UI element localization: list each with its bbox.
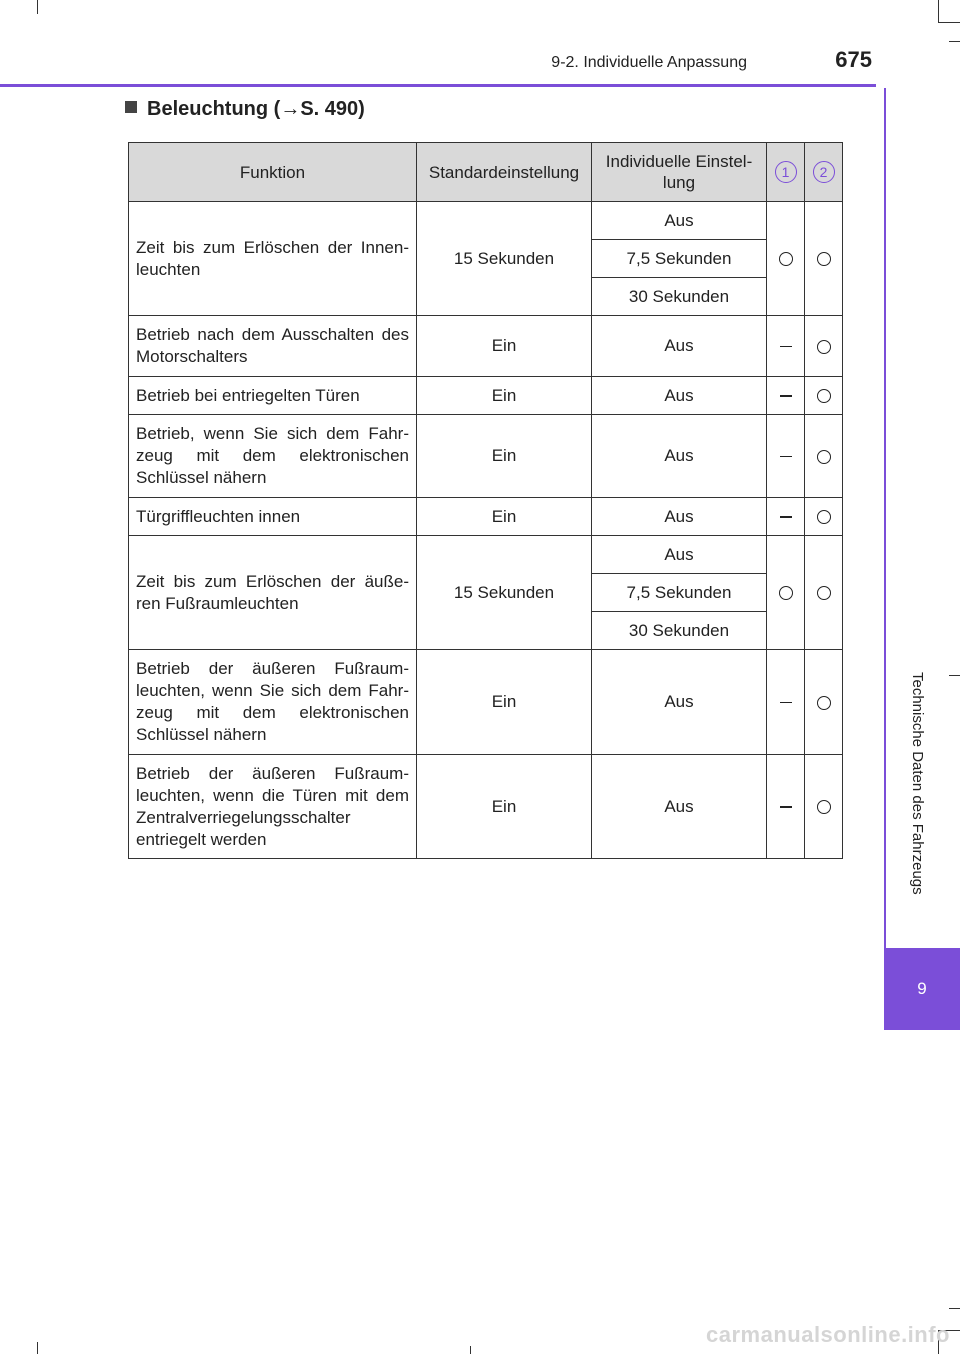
circle-mark-icon <box>817 450 831 464</box>
crop-mark <box>37 1342 38 1354</box>
crop-mark <box>949 41 960 42</box>
circle-mark-icon <box>817 800 831 814</box>
col1-cell <box>767 377 805 415</box>
col2-cell <box>805 755 843 859</box>
header-rule <box>0 84 876 87</box>
table-header-row <box>129 143 843 202</box>
default-cell: Ein <box>417 415 592 498</box>
default-cell: Ein <box>417 755 592 859</box>
function-cell: Türgriffleuchten innen <box>129 498 417 536</box>
function-cell: Betrieb der äußeren Fußraum-leuchten, wenn die Türen mit dem Zentralverriegelungsschalter entriegelt werden <box>129 755 417 859</box>
col1-cell <box>767 755 805 859</box>
section-heading-text: Beleuchtung (→S. 490) <box>147 98 365 120</box>
table-row <box>129 755 843 859</box>
custom-cell: Aus <box>592 316 767 377</box>
crop-mark <box>470 1346 471 1354</box>
default-cell: 15 Sekunden <box>417 202 592 316</box>
dash-mark-icon <box>780 806 792 808</box>
function-cell: Zeit bis zum Erlöschen der äuße-ren Fußraumleuchten <box>129 536 417 650</box>
table-row <box>129 650 843 755</box>
settings-table <box>128 142 843 859</box>
custom-cell: 7,5 Sekunden <box>592 574 767 612</box>
crop-mark <box>938 22 960 23</box>
col1-cell <box>767 650 805 755</box>
circle-mark-icon <box>817 510 831 524</box>
header-custom: Individuelle Einstel-lung <box>592 143 767 202</box>
col1-cell <box>767 202 805 316</box>
function-cell: Betrieb, wenn Sie sich dem Fahr-zeug mit dem elektronischen Schlüssel nähern <box>129 415 417 498</box>
col1-cell <box>767 316 805 377</box>
circled-number-1-icon: 1 <box>775 161 797 183</box>
circle-mark-icon <box>817 340 831 354</box>
default-cell: Ein <box>417 498 592 536</box>
col2-cell <box>805 498 843 536</box>
section-heading <box>125 98 365 121</box>
circle-mark-icon <box>817 252 831 266</box>
square-bullet-icon <box>125 101 137 113</box>
section-header-title: 9-2. Individuelle Anpassung <box>551 54 747 71</box>
function-cell: Betrieb der äußeren Fußraum-leuchten, wenn Sie sich dem Fahr-zeug mit dem elektronischen Schlüssel nähern <box>129 650 417 755</box>
dash-mark-icon <box>780 702 792 704</box>
col2-cell <box>805 377 843 415</box>
header-function: Funktion <box>129 143 417 202</box>
table-row <box>129 316 843 377</box>
watermark: carmanualsonline.info <box>706 1322 950 1347</box>
custom-cell: Aus <box>592 377 767 415</box>
crop-mark <box>938 0 939 22</box>
col1-cell <box>767 498 805 536</box>
header-col2 <box>805 143 843 202</box>
function-cell: Betrieb bei entriegelten Türen <box>129 377 417 415</box>
circle-mark-icon <box>779 252 793 266</box>
chapter-number: 9 <box>917 979 927 998</box>
custom-cell: Aus <box>592 415 767 498</box>
crop-mark <box>949 675 960 676</box>
custom-cell: Aus <box>592 536 767 574</box>
dash-mark-icon <box>780 516 792 518</box>
circle-mark-icon <box>779 586 793 600</box>
col1-cell <box>767 536 805 650</box>
circle-mark-icon <box>817 696 831 710</box>
header-col1 <box>767 143 805 202</box>
function-cell: Zeit bis zum Erlöschen der Innen-leuchten <box>129 202 417 316</box>
col2-cell <box>805 202 843 316</box>
circle-mark-icon <box>817 389 831 403</box>
dash-mark-icon <box>780 346 792 348</box>
col2-cell <box>805 316 843 377</box>
page-number: 675 <box>835 47 872 72</box>
table-row <box>129 377 843 415</box>
chapter-side-title: Technische Daten des Fahrzeugs <box>909 672 926 895</box>
crop-mark <box>37 0 38 14</box>
default-cell: Ein <box>417 650 592 755</box>
header-default: Standardeinstellung <box>417 143 592 202</box>
table-row <box>129 498 843 536</box>
default-cell: Ein <box>417 316 592 377</box>
default-cell: 15 Sekunden <box>417 536 592 650</box>
col2-cell <box>805 415 843 498</box>
custom-cell: Aus <box>592 498 767 536</box>
default-cell: Ein <box>417 377 592 415</box>
table-row <box>129 536 843 574</box>
custom-cell: 7,5 Sekunden <box>592 240 767 278</box>
dash-mark-icon <box>780 395 792 397</box>
custom-cell: Aus <box>592 202 767 240</box>
dash-mark-icon <box>780 456 792 458</box>
circled-number-2-icon: 2 <box>813 161 835 183</box>
custom-cell: Aus <box>592 755 767 859</box>
side-rule <box>884 88 886 948</box>
chapter-tab <box>884 948 960 1030</box>
circle-mark-icon <box>817 586 831 600</box>
col2-cell <box>805 650 843 755</box>
custom-cell: 30 Sekunden <box>592 612 767 650</box>
crop-mark <box>949 1308 960 1309</box>
custom-cell: Aus <box>592 650 767 755</box>
custom-cell: 30 Sekunden <box>592 278 767 316</box>
table-row <box>129 415 843 498</box>
function-cell: Betrieb nach dem Ausschalten des Motorschalters <box>129 316 417 377</box>
table-row <box>129 202 843 240</box>
col2-cell <box>805 536 843 650</box>
col1-cell <box>767 415 805 498</box>
